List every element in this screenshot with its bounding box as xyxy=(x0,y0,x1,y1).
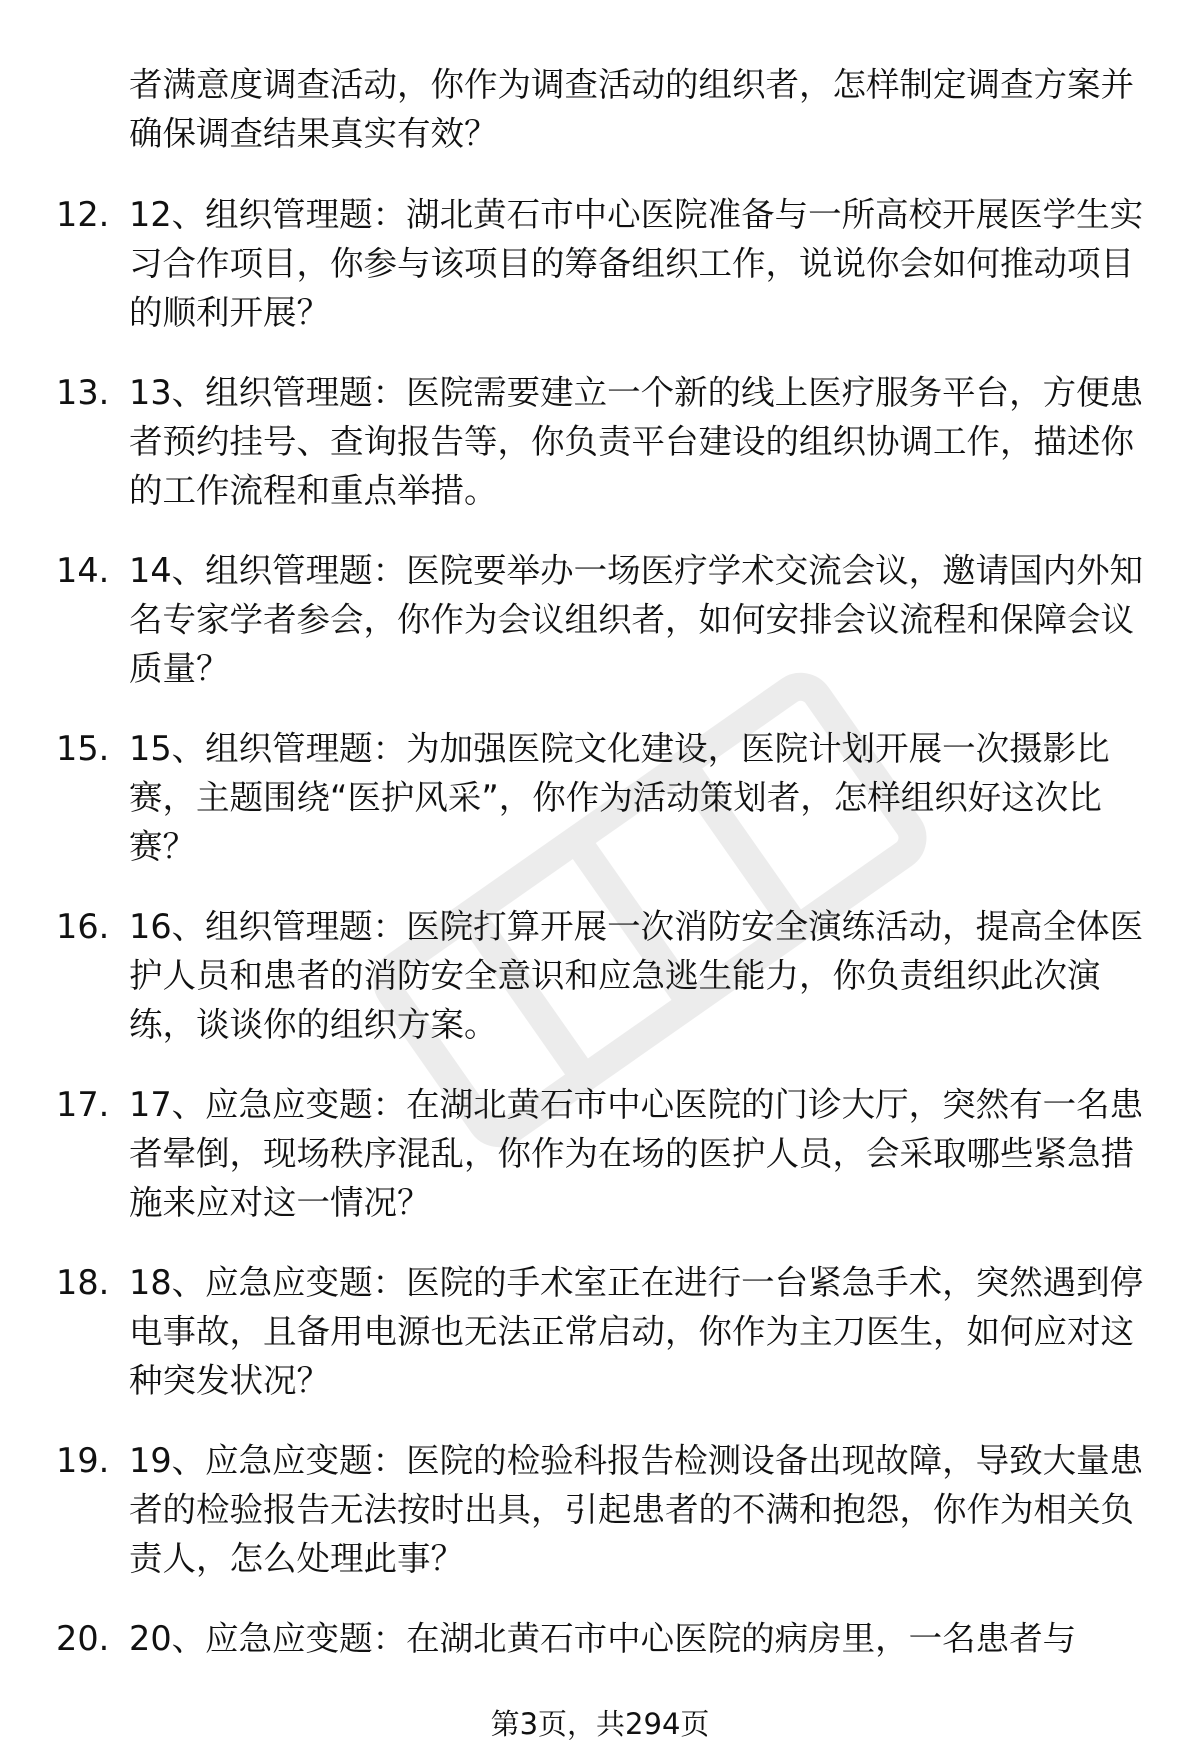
question-item xyxy=(0,902,1200,1049)
question-item xyxy=(0,1080,1200,1227)
question-number: 20. xyxy=(56,1619,110,1658)
question-text: 20、应急应变题：在湖北黄石市中心医院的病房里，一名患者与 xyxy=(129,1619,1077,1658)
question-item xyxy=(0,1258,1200,1405)
question-text: 17、应急应变题：在湖北黄石市中心医院的门诊大厅，突然有一名患者晕倒，现场秩序混乱，你作为在场的医护人员，会采取哪些紧急措施来应对这一情况？ xyxy=(129,1085,1144,1222)
question-item xyxy=(0,190,1200,337)
question-item xyxy=(0,368,1200,515)
question-text: 18、应急应变题：医院的手术室正在进行一台紧急手术，突然遇到停电事故，且备用电源也无法正常启动，你作为主刀医生，如何应对这种突发状况？ xyxy=(129,1263,1144,1400)
question-number: 16. xyxy=(56,907,110,946)
question-number: 15. xyxy=(56,729,110,768)
question-item xyxy=(0,1436,1200,1583)
question-number: 17. xyxy=(56,1085,110,1124)
question-text: 13、组织管理题：医院需要建立一个新的线上医疗服务平台，方便患者预约挂号、查询报告等，你负责平台建设的组织协调工作，描述你的工作流程和重点举措。 xyxy=(129,373,1144,510)
question-number: 18. xyxy=(56,1263,110,1302)
page-number-footer: 第3页，共294页 xyxy=(490,1707,710,1741)
question-text: 15、组织管理题：为加强医院文化建设，医院计划开展一次摄影比赛，主题围绕“医护风采”，你作为活动策划者，怎样组织好这次比赛？ xyxy=(129,729,1110,866)
question-continuation: 者满意度调查活动，你作为调查活动的组织者，怎样制定调查方案并确保调查结果真实有效？ xyxy=(129,65,1134,153)
question-item xyxy=(0,1614,1200,1663)
question-text: 14、组织管理题：医院要举办一场医疗学术交流会议，邀请国内外知名专家学者参会，你作为会议组织者，如何安排会议流程和保障会议质量？ xyxy=(129,551,1144,688)
question-number: 14. xyxy=(56,551,110,590)
question-text: 19、应急应变题：医院的检验科报告检测设备出现故障，导致大量患者的检验报告无法按时出具，引起患者的不满和抱怨，你作为相关负责人，怎么处理此事？ xyxy=(129,1441,1144,1578)
question-number: 19. xyxy=(56,1441,110,1480)
question-number: 13. xyxy=(56,373,110,412)
question-item xyxy=(0,546,1200,693)
question-text: 12、组织管理题：湖北黄石市中心医院准备与一所高校开展医学生实习合作项目，你参与该项目的筹备组织工作，说说你会如何推动项目的顺利开展？ xyxy=(129,195,1144,332)
question-item xyxy=(0,724,1200,871)
question-list xyxy=(0,60,1200,1694)
question-text: 16、组织管理题：医院打算开展一次消防安全演练活动，提高全体医护人员和患者的消防安全意识和应急逃生能力，你负责组织此次演练，谈谈你的组织方案。 xyxy=(129,907,1144,1044)
question-number: 12. xyxy=(56,195,110,234)
